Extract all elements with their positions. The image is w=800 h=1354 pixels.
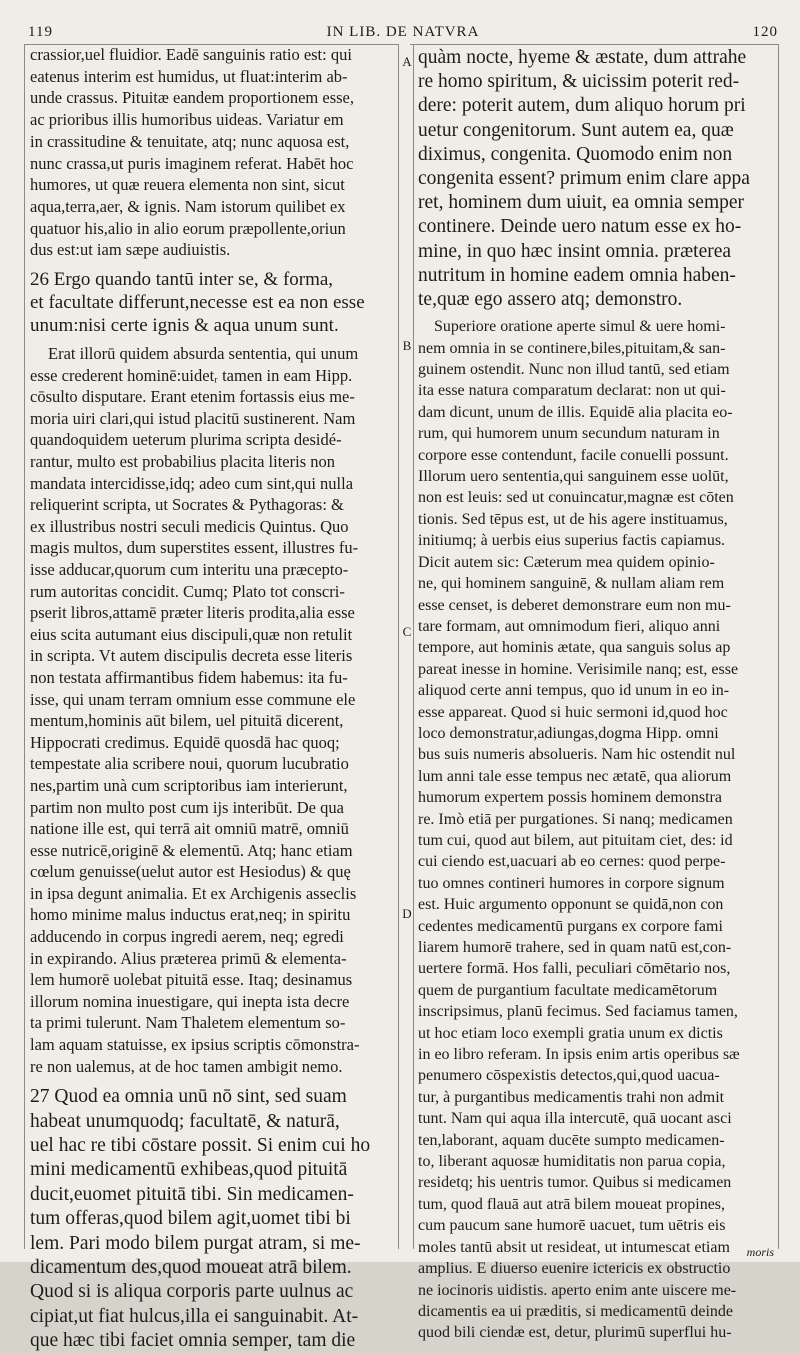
text-line: tum cui, quod aut bilem, aut pituitam ciet, des: id [418,831,733,849]
text-line: cedentes medicamentū purgans ex corpore fami [418,917,723,935]
text-line: mandata intercidisse,idq; adeo cum sint,qui nulla [30,473,354,493]
text-line: Erat illorū quidem absurda sententia, qui unum [48,344,359,364]
text-line: isse adducar,quorum cum interitu una præcepto- [30,559,349,579]
text-line: initiumq; à uerbis eius superius factis capiamus. [418,532,726,550]
text-line: Illorum uero sententia,qui sanguinem esse uolūt, [418,468,729,486]
text-line: magis multos, dum superstites essent, illustres fu- [30,538,359,558]
text-line: penumero cōspexistis detectos,qui,quod uacua- [418,1067,720,1085]
text-line: pareat inesse in homine. Verisimile nanq; est, esse [418,660,739,678]
text-line: in scripta. Vt autem discipulis decreta esse literis [30,646,353,666]
text-line: habeat unumquodq; facultatē, & naturā, [30,1110,340,1132]
text-line: natione ille est, qui terrā ait omniū matrē, omniū [30,819,349,839]
text-line: lam aquam statuisse, ex ipsius scriptis cōmonstra- [30,1035,360,1055]
text-line: ac prioribus illis humoribus uideas. Variatur em [30,110,344,130]
text-line: cipiat,ut fiat hulcus,illa ei sanguinabit. At- [30,1305,359,1327]
text-line: uertere formā. Hos falli, peculiari cōmētario nos, [418,960,731,978]
text-line: mentum,hominis aūt bilem, uel pituitā dicerent, [30,711,344,731]
text-line: moria uiri clari,qui istud placitū sustinerent. Nam [30,408,356,428]
text-line: lem humorē uolebat pituitā esse. Itaq; desinamus [30,970,353,990]
text-line: in eo libro referam. In ipsis enim artis operibus sæ [418,1046,740,1064]
text-line: Hippocrati credimus. Equidē quosdā hac quoq; [30,732,340,752]
page-number-left: 119 [28,24,53,40]
text-line: rum autoritas concidit. Cumq; Plato tot conscri- [30,581,345,601]
text-line: unde crassus. Pituitæ eandem proportionem esse, [30,88,354,108]
text-line: re non ualemus, at de hoc tamen ambigit nemo. [30,1056,343,1076]
text-line: esse appareat. Quod si huic sermoni id,quod hoc [418,703,728,721]
text-line: Dicit autem sic: Cæterum mea quidem opinio- [418,553,715,571]
text-line: rum, qui humorem unum secundum naturam in [418,425,720,443]
text-line: quod bili ciendæ est, detur, plurimū superflui hu- [418,1324,732,1342]
text-line: ta primi tulerunt. Nam Thaletem elementum so- [30,1013,346,1033]
text-line: esse crederent hominē:uidetᵣ tamen in eam Hipp. [30,365,353,385]
text-line: humorum expertem possis hominem demonstra [418,789,722,807]
text-line: tempore, aut hominis ætate, qua sanguis solus ap [418,639,731,657]
running-title: IN LIB. DE NATVRA [326,24,480,40]
center-rule-right [413,44,414,1249]
text-line: nutritum in homine eadem omnia haben- [418,264,736,286]
text-line: tare formam, aut omnimodum fieri, aliquo anni [418,617,721,635]
text-line: tempestate alia scribere noui, quorum lucubratio [30,754,349,774]
center-rule-left [398,44,399,1249]
text-line: crassior,uel fluidior. Eadē sanguinis ratio est: qui [30,45,352,64]
right-margin-rule [778,44,779,1249]
text-line: inscripsimus, planū fecimus. Sed faciamus tamen, [418,1003,738,1021]
text-line: partim non multo post cum ijs interibūt. De qua [30,797,344,817]
text-line: ne iocinoris uidistis. aperto enim ante uiscere me- [418,1281,737,1299]
text-line: loco demonstratur,adiungas,dogma Hipp. omni [418,724,719,742]
text-line: ita esse natura comparatum declarat: non ut qui- [418,382,726,400]
text-line: adducendo in corpus ingredi aerem, neq; egredi [30,927,344,947]
text-line: diximus, congenita. Quomodo enim non [418,143,733,165]
text-line: et facultate differunt,necesse est ea non esse [30,292,365,314]
text-line: tur, à purgantibus medicamentis trahi non admit [418,1088,725,1106]
text-line: amplius. E diuerso euenire ictericis ex obstructio [418,1260,731,1278]
text-line: tunt. Nam qui aqua illa intercutē, quā uocant asci [418,1110,732,1128]
text-line: nem omnia in se continere,biles,pituitam,& san- [418,339,726,357]
text-line: unum:nisi certe ignis & aqua unum sunt. [30,315,339,337]
text-line: in crassitudine & tenuitate, atq; nunc aquosa est, [30,131,350,151]
text-line: tuo omnes contineri humores in corpore signum [418,874,725,892]
text-line: dicamentis ea ui præditis, si medicamentū deinde [418,1302,734,1320]
left-margin-rule [24,44,25,1249]
text-line: nunc crassa,ut puris imaginem referat. Habēt hoc [30,153,354,173]
text-line: residetq; his uentris tumor. Quibus si medicamen [418,1174,732,1192]
text-line: nes,partim unà cum scriptoribus iam interierunt, [30,775,348,795]
text-line: ten,laborant, aquam ducēte sumpto medicamen- [418,1131,725,1149]
text-line: 27 Quod ea omnia unū nō sint, sed suam [30,1086,347,1108]
text-line: cui ciendo est,uacuari ab eo cernes: quod perpe- [418,853,726,871]
text-line: aliquod certe anni tempus, quo id unum in eo in- [418,682,730,700]
text-line: est. Huic argumento opponunt se quidā,non con [418,896,724,914]
text-line: bus suis numeris absolueris. Nam hic ostendit nul [418,746,736,764]
margin-letter-c: C [402,624,412,639]
text-line: reliquerint scripta, ut Socrates & Pythagoras: & [30,495,344,515]
text-line: in ipsa degunt animalia. Et ex Archigenis asseclis [30,883,357,903]
text-line: liarem humorē trahere, sed in quam natū est,con- [418,939,732,957]
text-line: mini medicamentū exhibeas,quod pituitā [30,1159,348,1181]
left-paragraph-2 [30,343,398,1077]
text-line: tionis. Sed tēpus est, ut de his agere instituamus, [418,510,728,528]
text-line: esse nutricē,originē & elementū. Atq; hanc etiam [30,840,353,860]
text-line: 26 Ergo quando tantū inter se, & forma, [30,269,334,291]
text-line: quandoquidem ueterum plurima scripta desidé- [30,430,342,450]
text-line: dere: poterit autem, dum aliquo horum pri [418,95,746,117]
text-line: moles tantū absit ut residеat, ut intumescat etiam [418,1238,730,1256]
section-26-text [30,268,398,337]
text-line: pserit libros,attamē præter literis prodita,alia esse [30,603,355,623]
text-line: isse, qui unam terram omnium esse commune ele [30,689,356,709]
text-line: to, liberant aquosæ humiditatis non parua copia, [418,1153,726,1171]
text-line: non est leuis: sed ut conuincatur,magnæ est cōten [418,489,734,507]
text-line: ne, qui hominem sanguinē, & nullam aliam rem [418,575,725,593]
text-line: mine, in quo hæc insint omnia. præterea [418,240,732,262]
text-line: lum anni tale esse tempus nec ætatē, qua aliorum [418,767,732,785]
text-line: rantur, multo est probabilius placita literis non [30,452,335,471]
text-line: esse censet, is deberet demonstrare eum non mu- [418,596,731,614]
text-line: dus est:ut iam sæpe audiuistis. [30,240,231,260]
text-line: ut hoc etiam loco exempli gratia unum ex dictis [418,1024,723,1042]
text-line: eius scita autumant eius discipuli,quæ non retulit [30,624,353,644]
text-line: homo minime malus inductus erat,neq; in spiritu [30,905,351,925]
text-line: quem de purgantium facultate medicamētorum [418,981,718,999]
right-column [418,46,778,1344]
text-line: humores, ut quæ reuera elementa non sint, sicut [30,175,345,195]
text-line: in expirando. Alius præterea primū & elementa- [30,948,347,968]
text-line: Superiore oratione aperte simul & uere homi- [434,318,726,336]
text-line: corpore esse contendunt, facile conuelli possunt. [418,446,729,464]
right-main-text [418,46,778,312]
text-line: tum, quod flauā aut atrā bilem moueat propines, [418,1195,726,1213]
text-line: cum paucum sane humorē uacuet, tum uētris eis [418,1217,726,1235]
text-line: eatenus interim est humidus, ut fluat:interim ab- [30,66,348,86]
text-line: te,quæ ego assero atq; demonstro. [418,289,683,311]
text-line: continere. Deinde uero natum esse ex ho- [418,216,742,238]
text-line: re. Imò etiā per purgationes. Si nanq; medicamen [418,810,733,828]
text-line: non testata affirmantibus fidem habemus: ita fu- [30,667,348,687]
text-line: quatuor his,alio in alio eorum præpollente,oriun [30,218,346,238]
page-number-right: 120 [752,24,778,40]
text-line: uel hac re tibi cōstare possit. Si enim cui ho [30,1135,371,1157]
text-line: illorum nomina inuestigare, qui inepta ista decre [30,991,350,1011]
text-line: ducit,euomet pituitā tibi. Sin medicamen- [30,1183,354,1205]
text-line: cœlum genuisse(uelut autor est Hesiodus) & quę [30,862,351,882]
text-line: congenita essent? primum enim clare appa [418,168,750,190]
text-line: cōsulto disputare. Erant etenim fortassis eius me- [30,387,355,407]
left-paragraph-1 [30,44,398,261]
right-commentary [418,316,778,1344]
margin-letter-a: A [402,54,412,69]
text-line: lem. Pari modo bilem purgat atram, si me- [30,1232,361,1254]
margin-letter-d: D [402,906,412,921]
text-line: tum offeras,quod bilem agit,uomet tibi bi [30,1208,351,1230]
text-line: uetur congenitorum. Sunt autem ea, quæ [418,119,734,141]
text-line: ex illustribus nostri seculi medicis Quintus. Quo [30,516,349,536]
catchword: moris [746,1245,774,1259]
text-line: que hæc tibi faciet omnia semper, tam die [30,1330,356,1352]
text-line: aqua,terra,aer, & ignis. Nam istorum quilibet ex [30,196,346,216]
text-line: ret, hominem dum uiuit, ea omnia semper [418,192,745,214]
left-column [30,44,398,1354]
section-27-text [30,1085,398,1353]
margin-letter-b: B [402,338,412,353]
text-line: re homo spiritum, & uicissim poterit red- [418,71,740,93]
text-line: dicamentum des,quod moueat atrā bilem. [30,1257,352,1279]
text-line: Quod si is aliqua corporis parte uulnus ac [30,1281,354,1303]
text-line: dam dicunt, unum de illis. Equidē alia placita eo- [418,403,733,421]
text-line: quàm nocte, hyeme & æstate, dum attrahe [418,47,747,68]
text-line: guinem ostendit. Nunc non illud tantū, sed etiam [418,361,730,379]
